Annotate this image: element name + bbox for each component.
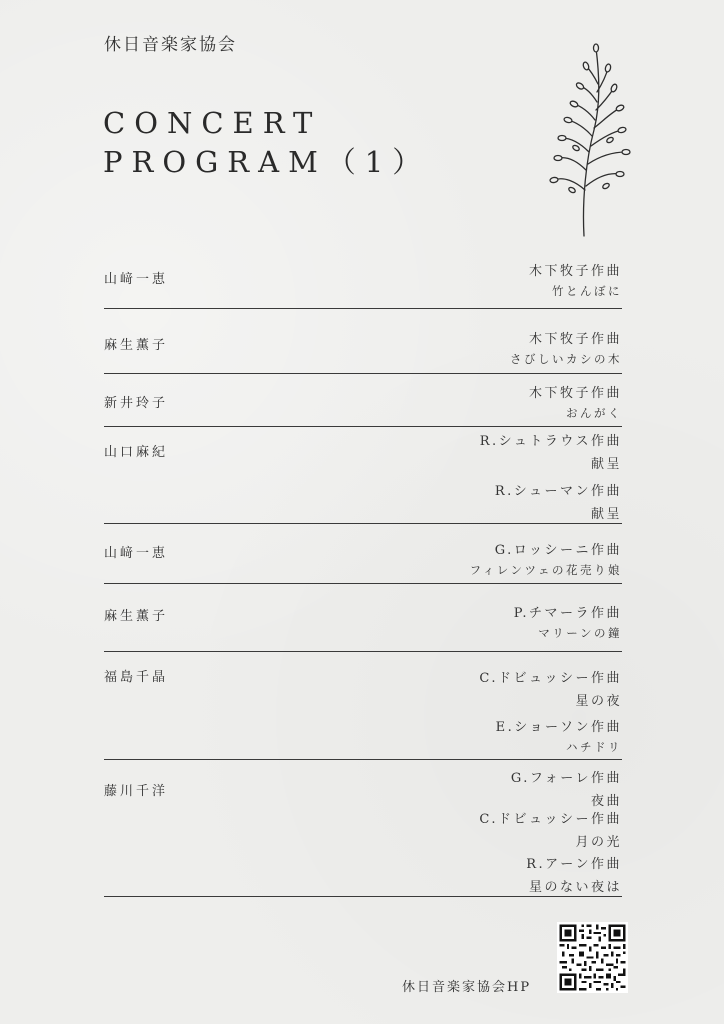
program-piece xyxy=(470,539,622,578)
performer-name: 麻生薫子 xyxy=(104,609,169,624)
work-title: 星の夜 xyxy=(575,694,622,709)
composer: 木下牧子作曲 xyxy=(528,332,622,347)
program-piece xyxy=(526,853,622,895)
performer-name: 山﨑一恵 xyxy=(104,546,169,561)
divider xyxy=(104,523,622,524)
program-piece xyxy=(479,808,622,850)
program-piece xyxy=(496,716,622,755)
page-title xyxy=(103,104,430,182)
title-line-2: PROGRAM（1） xyxy=(103,145,431,179)
divider xyxy=(104,759,622,760)
divider xyxy=(104,896,622,897)
composer: R.シューマン作曲 xyxy=(494,484,622,499)
performer-name: 麻生薫子 xyxy=(104,338,169,353)
work-title: 月の光 xyxy=(575,835,622,850)
divider xyxy=(104,583,622,584)
composer: C.ドビュッシー作曲 xyxy=(479,812,622,827)
organization-name: 休日音楽家協会 xyxy=(104,35,237,55)
divider xyxy=(104,308,622,309)
work-title: ハチドリ xyxy=(566,740,622,754)
performer-name: 福島千晶 xyxy=(104,670,169,685)
program-piece xyxy=(514,602,622,641)
qr-code-icon[interactable] xyxy=(557,922,628,993)
composer: R.アーン作曲 xyxy=(526,857,622,872)
performer-name: 山口麻紀 xyxy=(104,445,169,460)
composer: 木下牧子作曲 xyxy=(528,264,622,279)
work-title: 夜曲 xyxy=(590,794,622,809)
work-title: 竹とんぼに xyxy=(552,284,622,298)
program-piece xyxy=(529,260,622,299)
homepage-label: 休日音楽家協会HP xyxy=(402,980,532,995)
composer: C.ドビュッシー作曲 xyxy=(479,671,622,686)
composer: E.ショーソン作曲 xyxy=(495,720,622,735)
composer: P.チマーラ作曲 xyxy=(513,606,622,621)
work-title: さびしいカシの木 xyxy=(510,352,622,366)
program-piece xyxy=(529,382,622,421)
plant-sprig-icon xyxy=(548,40,638,240)
work-title: おんがく xyxy=(566,406,622,420)
program-piece xyxy=(510,328,622,367)
composer: 木下牧子作曲 xyxy=(528,386,622,401)
performer-name: 新井玲子 xyxy=(104,396,169,411)
program-piece xyxy=(480,430,622,472)
work-title: フィレンツェの花売り娘 xyxy=(469,563,622,577)
composer: G.ロッシーニ作曲 xyxy=(494,543,622,558)
title-line-1: CONCERT xyxy=(103,106,322,140)
work-title: 献呈 xyxy=(590,457,622,472)
work-title: 献呈 xyxy=(590,507,622,522)
composer: G.フォーレ作曲 xyxy=(510,771,622,786)
performer-name: 藤川千洋 xyxy=(104,784,169,799)
divider xyxy=(104,373,622,374)
composer: R.シュトラウス作曲 xyxy=(479,434,622,449)
program-piece xyxy=(495,480,622,522)
work-title: マリーンの鐘 xyxy=(538,626,622,640)
work-title: 星のない夜は xyxy=(528,880,622,895)
divider xyxy=(104,651,622,652)
program-piece xyxy=(511,767,622,809)
divider xyxy=(104,426,622,427)
program-piece xyxy=(479,667,622,709)
performer-name: 山﨑一恵 xyxy=(104,272,169,287)
